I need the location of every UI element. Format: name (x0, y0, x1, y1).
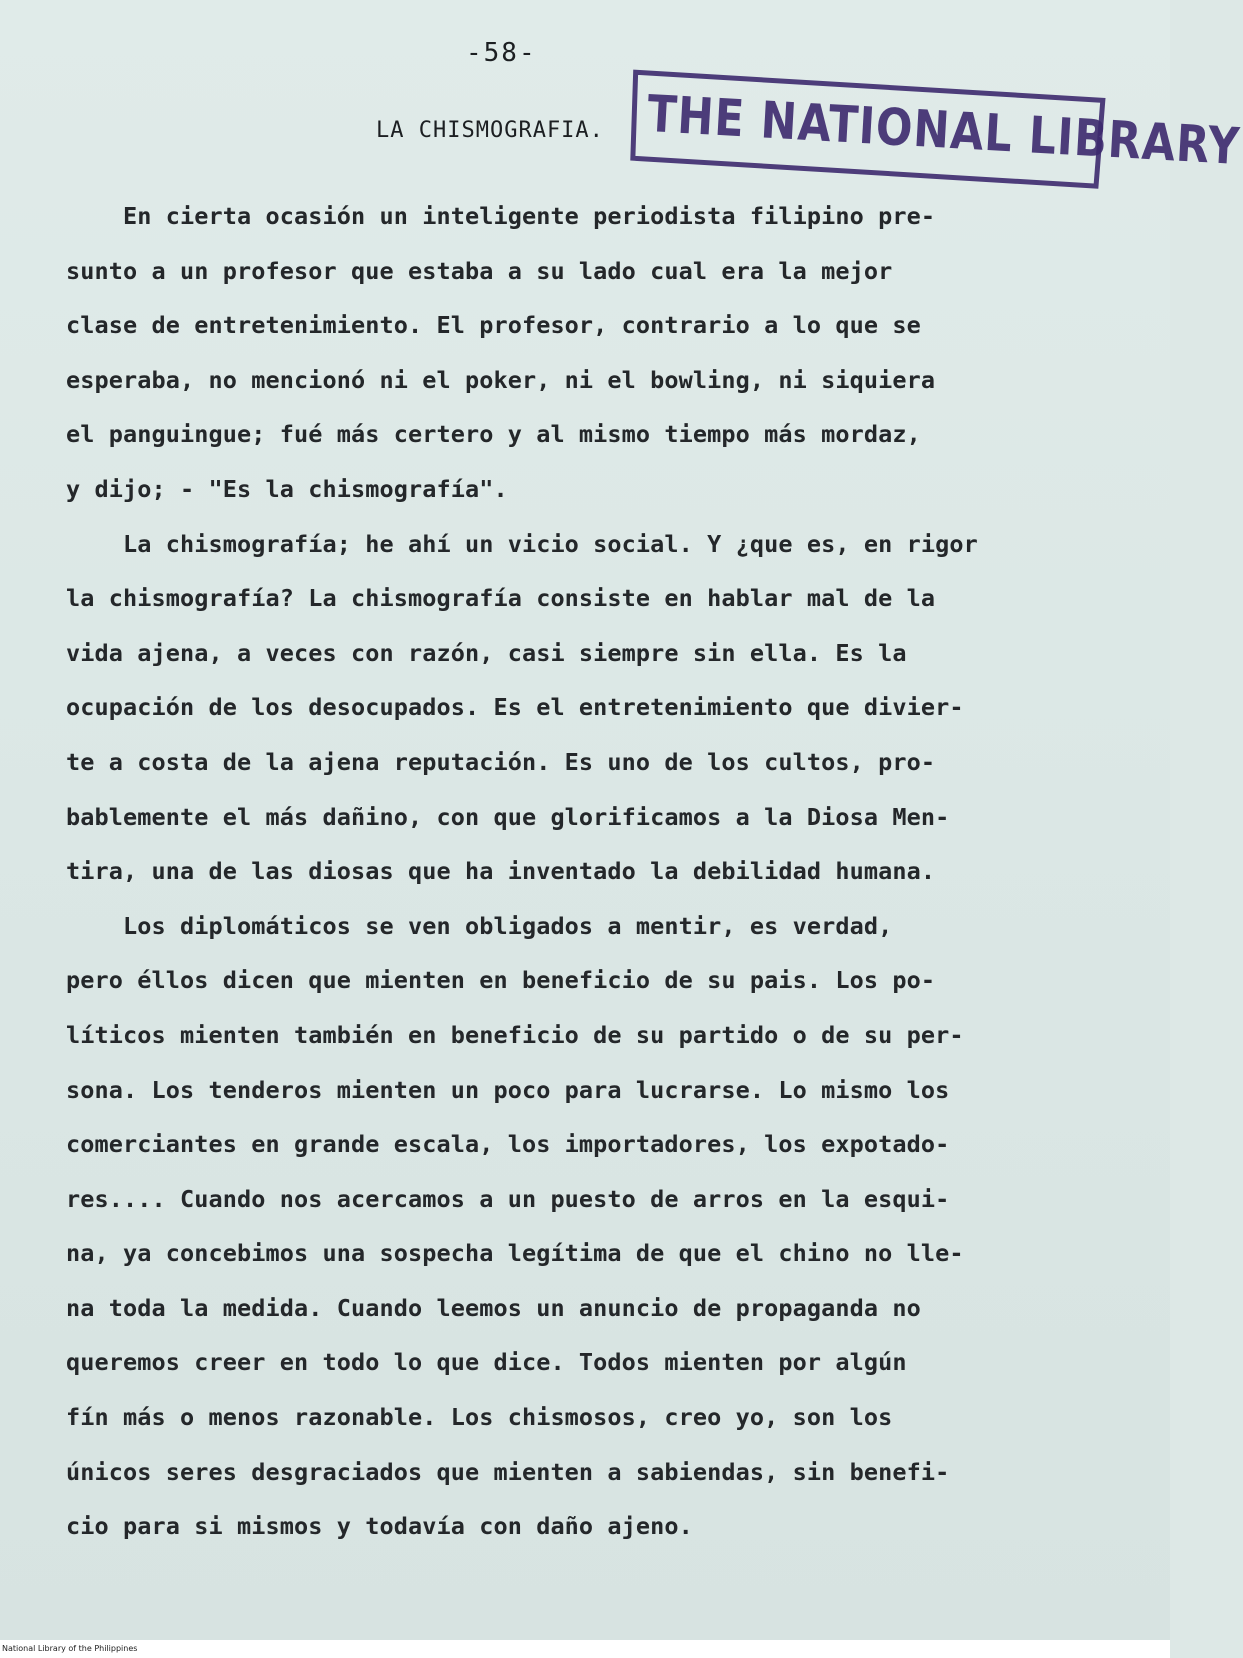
document-body (66, 202, 1106, 1567)
body-line: queremos creer en todo lo que dice. Todos mienten por algún (66, 1348, 907, 1377)
body-line: esperaba, no mencionó ni el poker, ni el bowling, ni siquiera (66, 365, 936, 394)
body-line: clase de entretenimiento. El profesor, contrario a lo que se (66, 311, 921, 340)
body-line: tira, una de las diosas que ha inventado la debilidad humana. (66, 857, 936, 886)
body-line: líticos mienten también en beneficio de su partido o de su per- (66, 1020, 964, 1049)
body-line: únicos seres desgraciados que mienten a sabiendas, sin benefi- (66, 1457, 950, 1486)
library-stamp (626, 66, 1242, 193)
body-line: pero éllos dicen que mienten en beneficio de su pais. Los po- (66, 966, 936, 995)
body-line: Los diplomáticos se ven obligados a mentir, es verdad, (66, 911, 893, 940)
body-line: na toda la medida. Cuando leemos un anuncio de propaganda no (66, 1293, 921, 1322)
body-line: te a costa de la ajena reputación. Es uno de los cultos, pro- (66, 747, 936, 776)
body-line: En cierta ocasión un inteligente periodista filipino pre- (66, 202, 936, 230)
document-title: LA CHISMOGRAFIA. (376, 118, 604, 143)
body-line: y dijo; - "Es la chismografía". (66, 474, 508, 503)
body-line: fín más o menos razonable. Los chismosos, creo yo, son los (66, 1403, 893, 1432)
body-line: la chismografía? La chismografía consiste en hablar mal de la (66, 584, 936, 613)
body-line: sona. Los tenderos mienten un poco para lucrarse. Lo mismo los (66, 1075, 950, 1104)
stamp-text: THE NATIONAL LIBRARY (645, 84, 1242, 178)
body-line: La chismografía; he ahí un vicio social. Y ¿que es, en rigor (66, 529, 978, 558)
body-line: sunto a un profesor que estaba a su lado cual era la mejor (66, 256, 893, 285)
body-line: ocupación de los desocupados. Es el entretenimiento que divier- (66, 693, 964, 722)
body-line: na, ya concebimos una sospecha legítima de que el chino no lle- (66, 1239, 964, 1268)
body-line: vida ajena, a veces con razón, casi siempre sin ella. Es la (66, 638, 907, 667)
body-line: cio para si mismos y todavía con daño ajeno. (66, 1512, 693, 1541)
body-line: res.... Cuando nos acercamos a un puesto de arros en la esqui- (66, 1184, 950, 1213)
body-line: bablemente el más dañino, con que glorificamos a la Diosa Men- (66, 802, 950, 831)
footer-credit-text: National Library of the Philippines (2, 1644, 138, 1653)
body-line: el panguingue; fué más certero y al mismo tiempo más mordaz, (66, 420, 921, 449)
footer-credit (0, 1640, 1170, 1658)
body-line: comerciantes en grande escala, los importadores, los expotado- (66, 1130, 950, 1159)
page-number: -58- (466, 38, 537, 68)
